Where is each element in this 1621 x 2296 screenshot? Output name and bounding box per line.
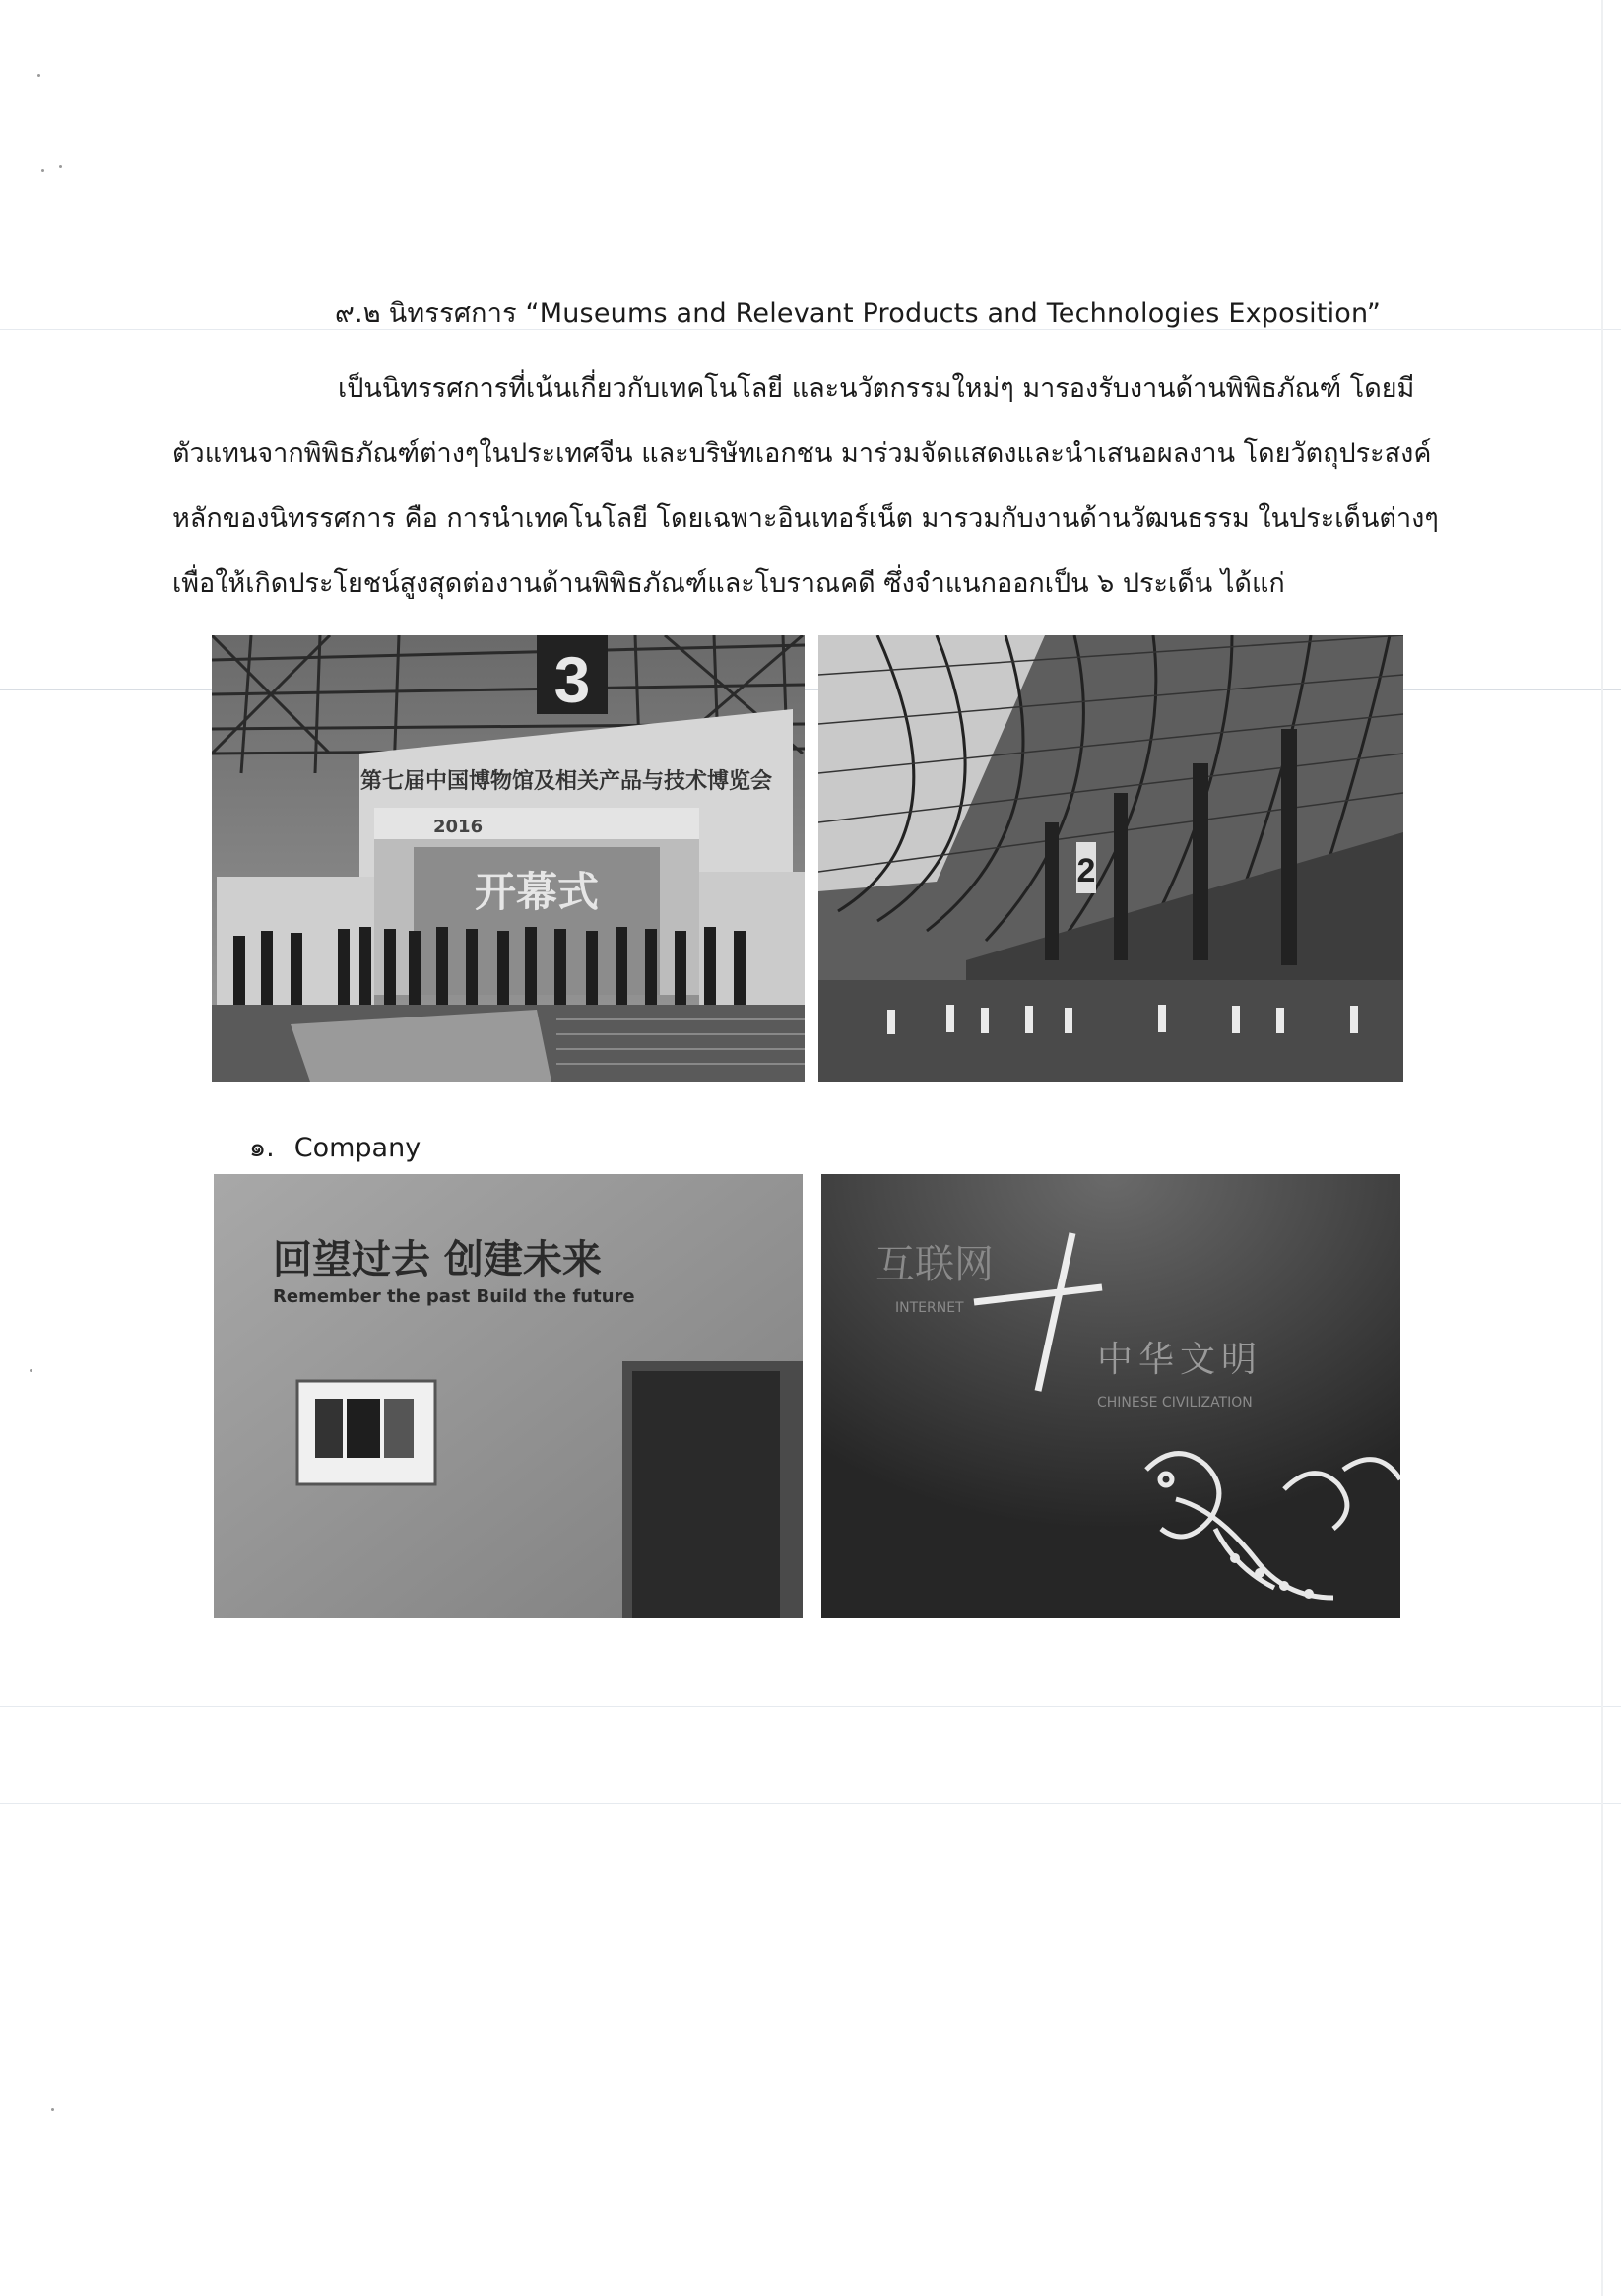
civilization-title-en: CHINESE CIVILIZATION [1097,1395,1253,1410]
banner-title-cn: 第七届中国博物馆及相关产品与技术博览会 [359,769,773,794]
paragraph-line: หลักของนิทรรศการ คือ การนำเทคโนโลยี โดยเฉพาะอินเทอร์เน็ต มารวมกับงานด้านวัฒนธรรม ในประเด็นต่างๆ [172,503,1439,534]
scan-speck [59,165,62,168]
photo-internet-civilization [821,1174,1400,1618]
caption-text: Company [293,1133,421,1163]
scan-speck [30,1369,32,1372]
paragraph-line: เพื่อให้เกิดประโยชน์สูงสุดต่องานด้านพิพิธภัณฑ์และโบราณคดี ซึ่งจำแนกออกเป็น ๖ ประเด็น ได้แก่ [172,568,1285,599]
paragraph-line: เป็นนิทรรศการที่เน้นเกี่ยวกับเทคโนโลยี และนวัตกรรมใหม่ๆ มารองรับงานด้านพิพิธภัณฑ์ โดยมี [338,373,1415,404]
section-number: ๙.๒ [335,298,381,329]
stage-title-cn: 开幕式 [474,868,600,916]
photo-slogan-wall [214,1174,803,1618]
photo-opening-ceremony [212,635,805,1082]
body-paragraph [172,366,1439,626]
civilization-title-cn: 中华文明 [1097,1340,1264,1380]
scan-edge [1601,0,1603,2296]
section-heading [335,292,1381,334]
internet-title-en: INTERNET [895,1300,964,1316]
photo-caption [249,1126,421,1168]
photo-exhibition-hall [818,635,1403,1082]
hall-number-2: 2 [1076,852,1096,889]
gate-year: 2016 [433,817,484,837]
section-title: นิทรรศการ “Museums and Relevant Products and Technologies Exposition” [388,298,1382,329]
slogan-cn: 回望过去 创建未来 [273,1237,602,1282]
caption-number: ๑. [249,1133,275,1163]
paragraph-line: ตัวแทนจากพิพิธภัณฑ์ต่างๆในประเทศจีน และบริษัทเอกชน มาร่วมจัดแสดงและนำเสนอผลงาน โดยวัตถุประสงค์ [172,438,1432,469]
scan-speck [51,2108,54,2111]
hall-number-3: 3 [553,643,591,716]
slogan-en: Remember the past Build the future [273,1286,635,1307]
scan-speck [37,74,40,77]
internet-title-cn: 互联网 [875,1242,994,1287]
scan-line [0,1706,1621,1707]
scan-line [0,1803,1621,1804]
scan-speck [41,169,44,172]
